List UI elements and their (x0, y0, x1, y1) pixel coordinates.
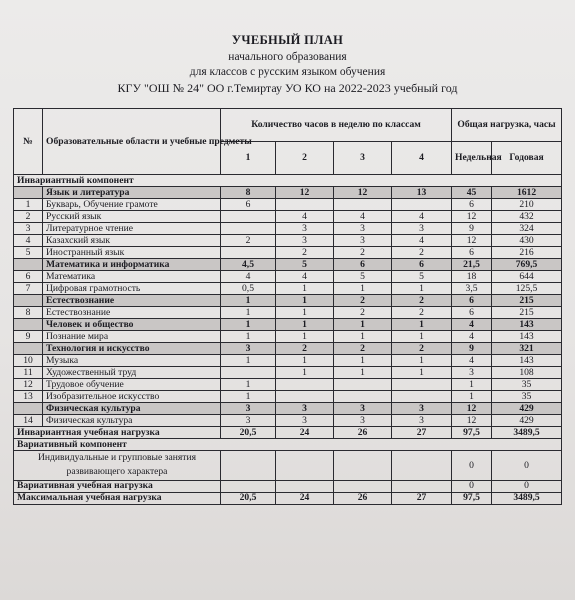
weekly-load-cell: 0 (452, 480, 492, 492)
grade-hours-cell: 1 (334, 331, 392, 343)
subject-row (14, 211, 562, 223)
weekly-load-cell: 3,5 (452, 283, 492, 295)
grade-hours-cell: 3 (392, 415, 452, 427)
grade-hours-cell (334, 391, 392, 403)
weekly-load-cell: 12 (452, 235, 492, 247)
annual-load-cell: 35 (492, 391, 562, 403)
annual-load-cell: 321 (492, 343, 562, 355)
subject-row (14, 271, 562, 283)
subject-row (14, 199, 562, 211)
annual-load-cell: 769,5 (492, 259, 562, 271)
subject-name: Трудовое обучение (43, 379, 221, 391)
grade-hours-cell (334, 199, 392, 211)
grade-hours-cell: 2 (392, 295, 452, 307)
annual-load-cell: 215 (492, 307, 562, 319)
grade-hours-cell: 1 (392, 355, 452, 367)
header-subjects: Образовательные области и учебные предметы (43, 109, 221, 175)
weekly-load-cell: 0 (452, 451, 492, 481)
grade-hours-cell (392, 199, 452, 211)
grade-hours-cell (334, 480, 392, 492)
grade-hours-cell: 1 (392, 283, 452, 295)
subject-area-row (14, 319, 562, 331)
row-number (14, 259, 43, 271)
grade-hours-cell: 4 (276, 211, 334, 223)
grade-hours-cell: 1 (221, 391, 276, 403)
grade-hours-cell: 3 (276, 403, 334, 415)
weekly-load-cell: 4 (452, 331, 492, 343)
weekly-load-cell: 9 (452, 343, 492, 355)
curriculum-table (13, 108, 562, 505)
subject-row (14, 283, 562, 295)
grade-hours-cell: 1 (276, 331, 334, 343)
grade-hours-cell: 2 (334, 247, 392, 259)
grade-hours-cell: 0,5 (221, 283, 276, 295)
grade-hours-cell: 1 (221, 307, 276, 319)
invariant-total-label: Инвариантная учебная нагрузка (14, 427, 221, 439)
weekly-load-cell: 9 (452, 223, 492, 235)
grade-hours-cell: 1 (221, 295, 276, 307)
weekly-load-cell: 18 (452, 271, 492, 283)
weekly-load-cell: 6 (452, 295, 492, 307)
subject-area-row (14, 295, 562, 307)
weekly-load-cell: 12 (452, 403, 492, 415)
max-total-label: Максимальная учебная нагрузка (14, 492, 221, 504)
variative-total-label: Вариативная учебная нагрузка (14, 480, 221, 492)
annual-load-cell: 0 (492, 480, 562, 492)
annual-load-cell: 35 (492, 379, 562, 391)
grade-hours-cell: 1 (276, 295, 334, 307)
row-number (14, 343, 43, 355)
grade-hours-cell: 2 (276, 247, 334, 259)
grade-hours-cell: 5 (276, 259, 334, 271)
row-number: 13 (14, 391, 43, 403)
grade-hours-cell: 1 (392, 319, 452, 331)
subject-name: Изобразительное искусство (43, 391, 221, 403)
subject-name: Цифровая грамотность (43, 283, 221, 295)
invariant-section-row (14, 175, 562, 187)
header-number: № (14, 109, 43, 175)
grade-hours-cell: 3 (334, 403, 392, 415)
subject-name: Казахский язык (43, 235, 221, 247)
invariant-total-row (14, 427, 562, 439)
individual-lessons-row (14, 451, 562, 481)
variative-section-row (14, 439, 562, 451)
header-grade: 1 (221, 142, 276, 175)
grade-hours-cell (276, 379, 334, 391)
annual-load-cell: 210 (492, 199, 562, 211)
grade-hours-cell: 1 (276, 367, 334, 379)
grade-hours-cell: 12 (334, 187, 392, 199)
grade-hours-cell (334, 379, 392, 391)
grade-hours-cell: 3 (276, 235, 334, 247)
grade-hours-cell (276, 391, 334, 403)
subject-area-name: Человек и общество (43, 319, 221, 331)
weekly-load-cell: 12 (452, 211, 492, 223)
grade-hours-cell: 1 (276, 283, 334, 295)
grade-hours-cell: 3 (334, 415, 392, 427)
grade-hours-cell: 2 (392, 307, 452, 319)
grade-hours-cell: 3 (276, 415, 334, 427)
row-number (14, 187, 43, 199)
weekly-load-cell: 4 (452, 319, 492, 331)
subject-name: Букварь, Обучение грамоте (43, 199, 221, 211)
grade-hours-cell: 3 (221, 415, 276, 427)
subject-row (14, 223, 562, 235)
grade-hours-cell: 2 (392, 343, 452, 355)
row-number (14, 319, 43, 331)
annual-load-cell: 432 (492, 211, 562, 223)
grade-hours-cell: 6 (334, 259, 392, 271)
subtitle-level: начального образования (228, 51, 347, 63)
weekly-load-cell: 45 (452, 187, 492, 199)
grade-hours-cell: 1 (392, 331, 452, 343)
invariant-section-label: Инвариантный компонент (14, 175, 562, 187)
grade-hours-cell: 27 (392, 492, 452, 504)
grade-hours-cell: 24 (276, 492, 334, 504)
grade-hours-cell (392, 451, 452, 481)
grade-hours-cell: 1 (276, 355, 334, 367)
grade-hours-cell: 2 (334, 295, 392, 307)
row-number: 11 (14, 367, 43, 379)
subject-row (14, 235, 562, 247)
grade-hours-cell: 5 (334, 271, 392, 283)
subject-name: Русский язык (43, 211, 221, 223)
annual-load-cell: 0 (492, 451, 562, 481)
grade-hours-cell: 1 (221, 319, 276, 331)
variative-total-row (14, 480, 562, 492)
grade-hours-cell: 26 (334, 427, 392, 439)
grade-hours-cell: 2 (221, 235, 276, 247)
annual-load-cell: 3489,5 (492, 427, 562, 439)
grade-hours-cell: 6 (392, 259, 452, 271)
subject-row (14, 247, 562, 259)
grade-hours-cell (221, 367, 276, 379)
grade-hours-cell: 13 (392, 187, 452, 199)
subject-name: Музыка (43, 355, 221, 367)
row-number: 9 (14, 331, 43, 343)
grade-hours-cell: 1 (334, 319, 392, 331)
grade-hours-cell: 4 (221, 271, 276, 283)
subject-name: Художественный труд (43, 367, 221, 379)
grade-hours-cell (276, 199, 334, 211)
row-number: 14 (14, 415, 43, 427)
subject-row (14, 391, 562, 403)
annual-load-cell: 108 (492, 367, 562, 379)
row-number: 12 (14, 379, 43, 391)
grade-hours-cell: 1 (221, 331, 276, 343)
grade-hours-cell: 3 (334, 223, 392, 235)
grade-hours-cell: 3 (392, 223, 452, 235)
grade-hours-cell: 3 (221, 403, 276, 415)
grade-hours-cell (221, 211, 276, 223)
annual-load-cell: 215 (492, 295, 562, 307)
grade-hours-cell: 1 (334, 367, 392, 379)
annual-load-cell: 143 (492, 331, 562, 343)
subject-area-name: Физическая культура (43, 403, 221, 415)
grade-hours-cell: 12 (276, 187, 334, 199)
subject-name: Познание мира (43, 331, 221, 343)
header-grade: 3 (334, 142, 392, 175)
subject-area-name: Язык и литература (43, 187, 221, 199)
grade-hours-cell: 27 (392, 427, 452, 439)
grade-hours-cell: 20,5 (221, 427, 276, 439)
subject-row (14, 307, 562, 319)
weekly-load-cell: 1 (452, 391, 492, 403)
grade-hours-cell (221, 480, 276, 492)
row-number: 4 (14, 235, 43, 247)
grade-hours-cell (392, 379, 452, 391)
weekly-load-cell: 12 (452, 415, 492, 427)
grade-hours-cell (334, 451, 392, 481)
weekly-load-cell: 97,5 (452, 427, 492, 439)
weekly-load-cell: 6 (452, 199, 492, 211)
grade-hours-cell: 4 (334, 211, 392, 223)
grade-hours-cell (221, 451, 276, 481)
grade-hours-cell: 3 (392, 403, 452, 415)
grade-hours-cell: 1 (221, 379, 276, 391)
annual-load-cell: 3489,5 (492, 492, 562, 504)
header-weekly-load: Недельная (452, 142, 492, 175)
annual-load-cell: 143 (492, 319, 562, 331)
grade-hours-cell: 1 (334, 283, 392, 295)
subject-area-name: Технология и искусство (43, 343, 221, 355)
row-number: 1 (14, 199, 43, 211)
subject-row (14, 331, 562, 343)
individual-lessons-label: Индивидуальные и групповые занятия развивающего характера (14, 451, 221, 481)
subject-name: Литературное чтение (43, 223, 221, 235)
subject-name: Естествознание (43, 307, 221, 319)
grade-hours-cell: 3 (221, 343, 276, 355)
grade-hours-cell: 1 (276, 307, 334, 319)
grade-hours-cell: 4 (392, 211, 452, 223)
grade-hours-cell: 5 (392, 271, 452, 283)
grade-hours-cell: 2 (334, 307, 392, 319)
row-number: 3 (14, 223, 43, 235)
subject-row (14, 415, 562, 427)
weekly-load-cell: 97,5 (452, 492, 492, 504)
annual-load-cell: 216 (492, 247, 562, 259)
grade-hours-cell (392, 391, 452, 403)
grade-hours-cell: 8 (221, 187, 276, 199)
annual-load-cell: 644 (492, 271, 562, 283)
grade-hours-cell: 1 (334, 355, 392, 367)
subject-area-row (14, 187, 562, 199)
subject-area-row (14, 259, 562, 271)
subject-area-row (14, 343, 562, 355)
grade-hours-cell: 6 (221, 199, 276, 211)
subject-row (14, 355, 562, 367)
subject-area-name: Естествознание (43, 295, 221, 307)
grade-hours-cell (392, 480, 452, 492)
row-number (14, 403, 43, 415)
annual-load-cell: 429 (492, 403, 562, 415)
variative-section-label: Вариативный компонент (14, 439, 562, 451)
grade-hours-cell: 4,5 (221, 259, 276, 271)
annual-load-cell: 429 (492, 415, 562, 427)
grade-hours-cell: 4 (276, 271, 334, 283)
subtitle-school-year: КГУ "ОШ № 24" ОО г.Темиртау УО КО на 2022-2023 учебный год (117, 81, 458, 95)
subject-name: Иностранный язык (43, 247, 221, 259)
row-number: 7 (14, 283, 43, 295)
subject-area-row (14, 403, 562, 415)
grade-hours-cell (276, 451, 334, 481)
row-number: 6 (14, 271, 43, 283)
annual-load-cell: 125,5 (492, 283, 562, 295)
weekly-load-cell: 6 (452, 247, 492, 259)
weekly-load-cell: 3 (452, 367, 492, 379)
grade-hours-cell: 4 (392, 235, 452, 247)
table-header-row (14, 109, 562, 142)
row-number (14, 295, 43, 307)
grade-hours-cell (221, 247, 276, 259)
header-weekly-hours: Количество часов в неделю по классам (221, 109, 452, 142)
grade-hours-cell: 24 (276, 427, 334, 439)
grade-hours-cell: 3 (276, 223, 334, 235)
weekly-load-cell: 6 (452, 307, 492, 319)
header-grade: 2 (276, 142, 334, 175)
header-annual-load: Годовая (492, 142, 562, 175)
row-number: 8 (14, 307, 43, 319)
subject-area-name: Математика и информатика (43, 259, 221, 271)
grade-hours-cell: 1 (221, 355, 276, 367)
weekly-load-cell: 1 (452, 379, 492, 391)
grade-hours-cell: 3 (334, 235, 392, 247)
row-number: 5 (14, 247, 43, 259)
header-total-load: Общая нагрузка, часы (452, 109, 562, 142)
grade-hours-cell: 20,5 (221, 492, 276, 504)
grade-hours-cell: 2 (276, 343, 334, 355)
annual-load-cell: 143 (492, 355, 562, 367)
max-total-row (14, 492, 562, 504)
grade-hours-cell: 1 (392, 367, 452, 379)
subtitle-classes: для классов с русским языком обучения (189, 66, 386, 78)
grade-hours-cell: 2 (334, 343, 392, 355)
subject-name: Математика (43, 271, 221, 283)
subject-name: Физическая культура (43, 415, 221, 427)
weekly-load-cell: 4 (452, 355, 492, 367)
row-number: 10 (14, 355, 43, 367)
grade-hours-cell: 2 (392, 247, 452, 259)
grade-hours-cell: 26 (334, 492, 392, 504)
subject-row (14, 379, 562, 391)
row-number: 2 (14, 211, 43, 223)
weekly-load-cell: 21,5 (452, 259, 492, 271)
subject-row (14, 367, 562, 379)
annual-load-cell: 324 (492, 223, 562, 235)
grade-hours-cell (221, 223, 276, 235)
annual-load-cell: 1612 (492, 187, 562, 199)
grade-hours-cell (276, 480, 334, 492)
document-title: УЧЕБНЫЙ ПЛАН (231, 33, 344, 47)
annual-load-cell: 430 (492, 235, 562, 247)
header-grade: 4 (392, 142, 452, 175)
grade-hours-cell: 1 (276, 319, 334, 331)
